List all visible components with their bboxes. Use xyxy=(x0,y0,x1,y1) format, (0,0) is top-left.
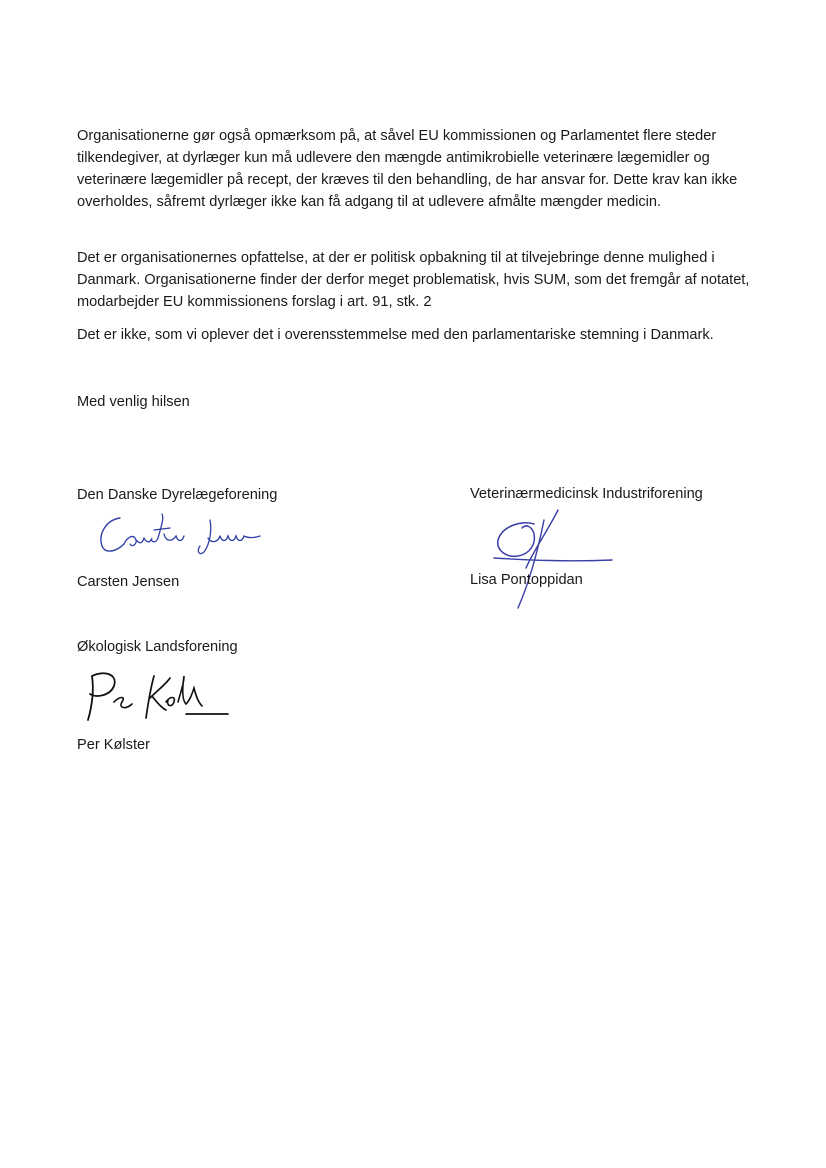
signature-per-kolster xyxy=(74,666,234,726)
signature-lisa-pontoppidan xyxy=(488,506,618,610)
signature-carsten-jensen xyxy=(92,508,272,560)
body-paragraph-1: Organisationerne gør også opmærksom på, at såvel EU kommissionen og Parlamentet flere steder tilkendegiver, at dyrlæger kun må udlevere den mængde antimikrobielle veterinære lægemidler og veterinære lægemidler på recept, der kræves til den behandling, de har ansvar for. Dette krav kan ikke overholdes, såfremt dyrlæger ikke kan få adgang til at udlevere afmålte mængder medicin. xyxy=(77,128,738,210)
body-paragraph-3: Det er ikke, som vi oplever det i overensstemmelse med den parlamentariske stemning i Danmark. xyxy=(77,327,714,343)
signatory-organization-2: Veterinærmedicinsk Industriforening xyxy=(470,486,703,502)
signatory-name-2: Lisa Pontoppidan xyxy=(470,572,583,588)
signatory-name-1: Carsten Jensen xyxy=(77,574,180,590)
signatory-organization-3: Økologisk Landsforening xyxy=(77,639,238,655)
signatory-organization-1: Den Danske Dyrelægeforening xyxy=(77,487,278,503)
signatory-name-3: Per Kølster xyxy=(77,737,150,753)
closing-salutation: Med venlig hilsen xyxy=(77,394,190,410)
body-paragraph-2: Det er organisationernes opfattelse, at der er politisk opbakning til at tilvejebringe denne mulighed i Danmark. Organisationerne finder der derfor meget problematisk, hvis SUM, som det fremgår af notatet, modarbejder EU kommissionens forslag i art. 91, stk. 2 xyxy=(77,250,750,310)
